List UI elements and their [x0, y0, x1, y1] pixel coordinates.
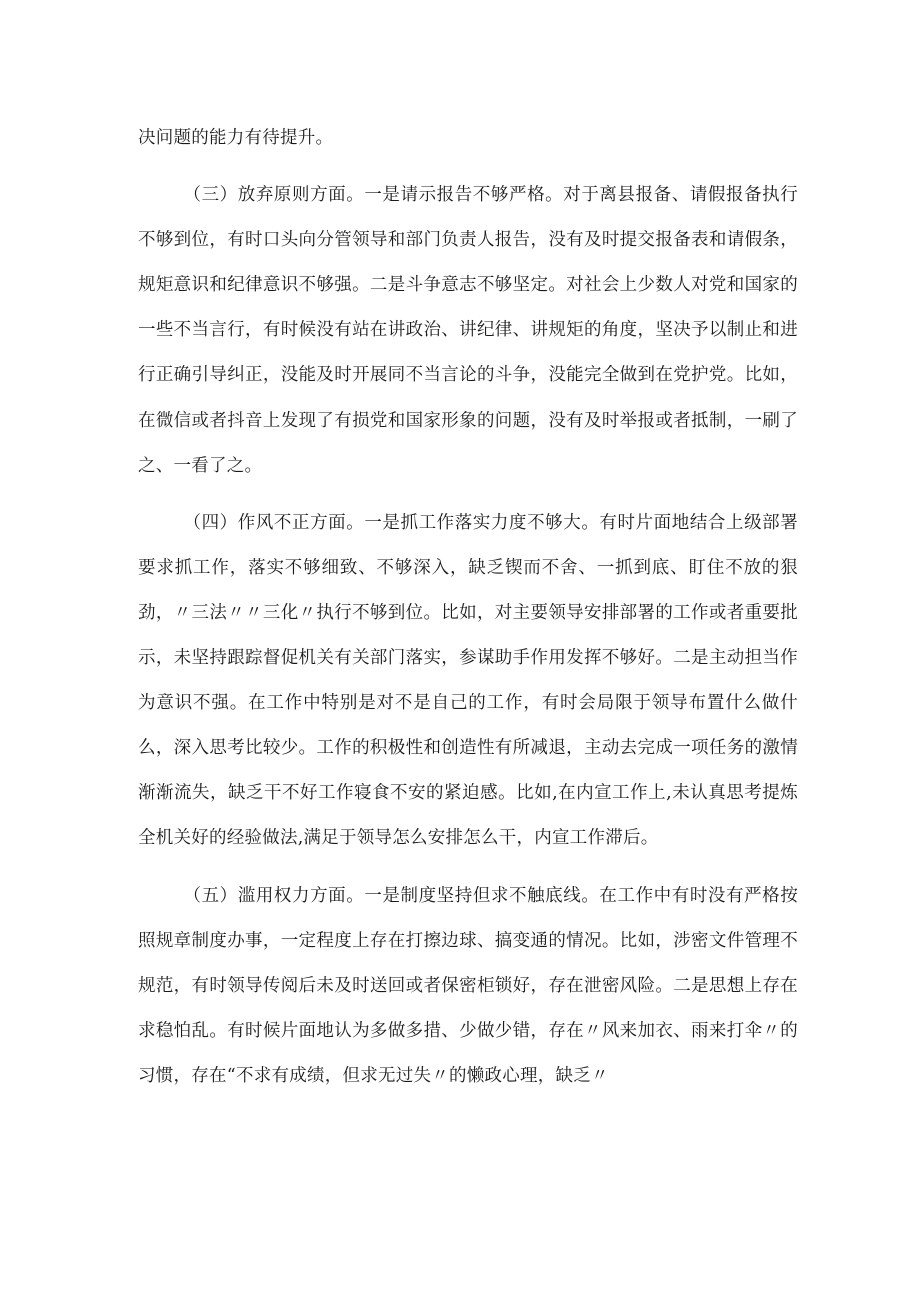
paragraph-continuation: 决问题的能力有待提升。 [138, 128, 334, 148]
paragraph-section-four: （四）作风不正方面。一是抓工作落实力度不够大。有时片面地结合上级部署要求抓工作，落实不够细致、不够深入，缺乏锲而不舍、一抓到底、盯住不放的狠劲，〃三法〃〃三化〃执行不够到位。比如，对主要领导安排部署的工作或者重要批示，未坚持跟踪督促机关有关部门落实，参谋助手作用发挥不够好。二是主动担当作为意识不强。在工作中特别是对不是自己的工作，有时会局限于领导布置什么做什么，深入思考比较少。工作的积极性和创造性有所减退，主动去完成一项任务的激情渐渐流失，缺乏干不好工作寝食不安的紧迫感。比如,在内宣工作上,未认真思考提炼全机关好的经验做法,满足于领导怎么安排怎么干，内宣工作滞后。 [138, 512, 798, 849]
paragraph-section-five: （五）滥用权力方面。一是制度坚持但求不触底线。在工作中有时没有严格按照规章制度办事，一定程度上存在打擦边球、搞变通的情况。比如，涉密文件管理不规范，有时领导传阅后未及时送回或者保密柜锁好，存在泄密风险。二是思想上存在求稳怕乱。有时候片面地认为多做多措、少做少错，存在〃风来加衣、雨来打伞〃的习惯，存在“不求有成绩，但求无过失〃的懒政心理，缺乏〃 [138, 885, 798, 1086]
document-body [138, 116, 798, 1099]
paragraph-section-three: （三）放弃原则方面。一是请示报告不够严格。对于离县报备、请假报备执行不够到位，有时口头向分管领导和部门负责人报告，没有及时提交报备表和请假条，规矩意识和纪律意识不够强。二是斗争意志不够坚定。对社会上少数人对党和国家的一些不当言行，有时候没有站在讲政治、讲纪律、讲规矩的角度，坚决予以制止和进行正确引导纠正，没能及时开展同不当言论的斗争，没能完全做到在党护党。比如，在微信或者抖音上发现了有损党和国家形象的问题，没有及时举报或者抵制，一刷了之、一看了之。 [138, 185, 798, 476]
